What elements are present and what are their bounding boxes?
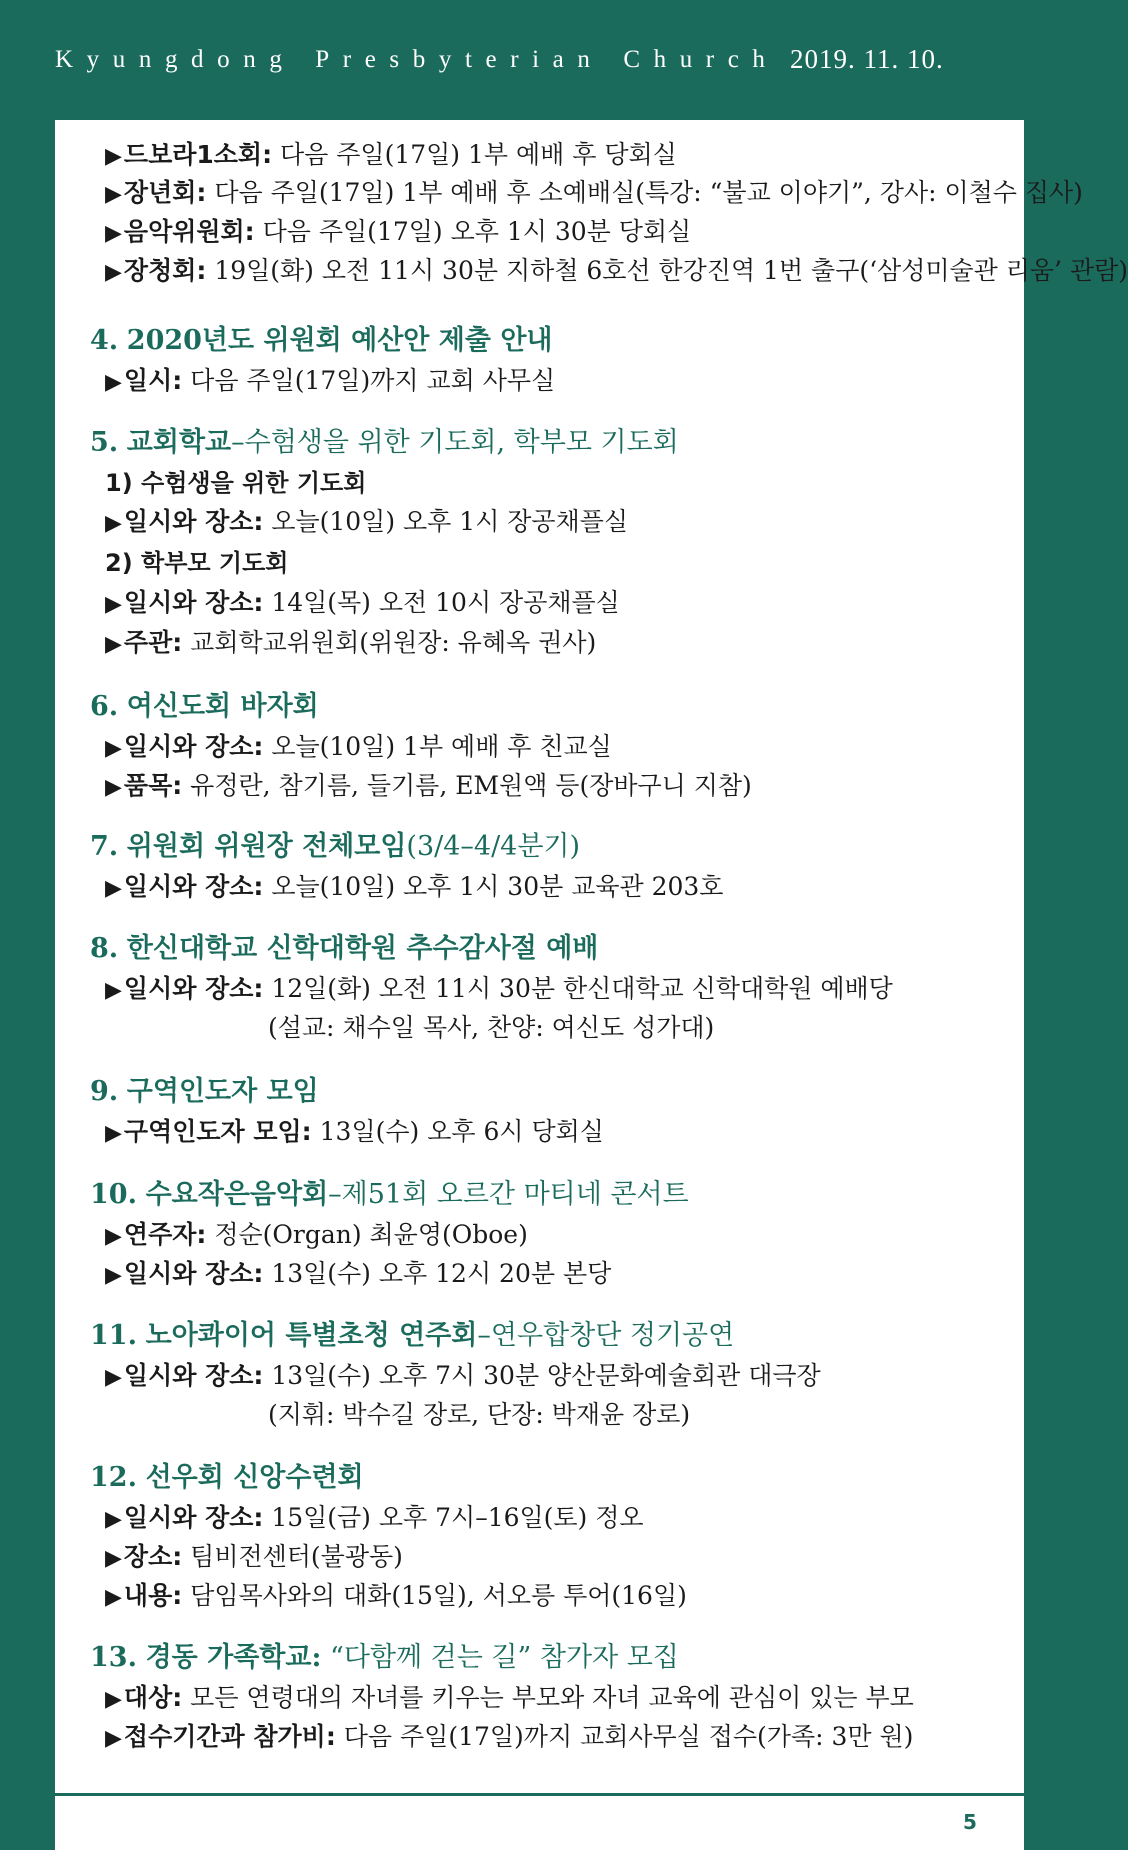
list-item: ▶대상: 모든 연령대의 자녀를 키우는 부모와 자녀 교육에 관심이 있는 부모 <box>105 1683 914 1712</box>
bullet-icon: ▶ <box>105 1365 122 1390</box>
list-item: ▶음악위원회: 다음 주일(17일) 오후 1시 30분 당회실 <box>105 217 692 246</box>
list-item: ▶일시: 다음 주일(17일)까지 교회 사무실 <box>105 366 556 395</box>
continuation-line: (지휘: 박수길 장로, 단장: 박재윤 장로) <box>268 1400 691 1429</box>
list-item: ▶일시와 장소: 오늘(10일) 오후 1시 30분 교육관 203호 <box>105 872 724 901</box>
bullet-icon: ▶ <box>105 592 122 617</box>
subheading: 1) 수험생을 위한 기도회 <box>105 469 367 497</box>
church-name: Kyungdong Presbyterian Church <box>55 46 779 73</box>
bullet-icon: ▶ <box>105 1224 122 1249</box>
section-title: 5. 교회학교–수험생을 위한 기도회, 학부모 기도회 <box>90 427 679 458</box>
list-item: ▶드보라1소회: 다음 주일(17일) 1부 예배 후 당회실 <box>105 140 677 169</box>
section-title: 12. 선우회 신앙수련회 <box>90 1462 364 1493</box>
list-item: ▶일시와 장소: 15일(금) 오후 7시–16일(토) 정오 <box>105 1503 644 1532</box>
bullet-icon: ▶ <box>105 632 122 657</box>
bullet-icon: ▶ <box>105 182 122 207</box>
bullet-icon: ▶ <box>105 260 122 285</box>
page-body <box>55 120 1128 1850</box>
bullet-icon: ▶ <box>105 978 122 1003</box>
list-item: ▶접수기간과 참가비: 다음 주일(17일)까지 교회사무실 접수(가족: 3만 원) <box>105 1722 914 1751</box>
bullet-icon: ▶ <box>105 876 122 901</box>
list-item: ▶주관: 교회학교위원회(위원장: 유혜옥 권사) <box>105 628 597 657</box>
bullet-icon: ▶ <box>105 736 122 761</box>
list-item: ▶일시와 장소: 14일(목) 오전 10시 장공채플실 <box>105 588 620 617</box>
list-item: ▶구역인도자 모임: 13일(수) 오후 6시 당회실 <box>105 1117 604 1146</box>
bullet-icon: ▶ <box>105 775 122 800</box>
bullet-icon: ▶ <box>105 370 122 395</box>
section-title: 6. 여신도회 바자회 <box>90 691 319 722</box>
list-item: ▶일시와 장소: 오늘(10일) 오후 1시 장공채플실 <box>105 507 629 536</box>
list-item: ▶장청회: 19일(화) 오전 11시 30분 지하철 6호선 한강진역 1번 출구(‘삼성미술관 리움’ 관람) <box>105 256 1128 285</box>
bullet-icon: ▶ <box>105 1507 122 1532</box>
section-title: 7. 위원회 위원장 전체모임(3/4–4/4분기) <box>90 831 581 862</box>
bullet-icon: ▶ <box>105 1546 122 1571</box>
footer-divider <box>55 1793 1024 1796</box>
list-item: ▶내용: 담임목사와의 대화(15일), 서오릉 투어(16일) <box>105 1581 687 1610</box>
bulletin-date: 2019. 11. 10. <box>790 44 944 74</box>
section-title: 8. 한신대학교 신학대학원 추수감사절 예배 <box>90 933 599 964</box>
list-item: ▶품목: 유정란, 참기름, 들기름, EM원액 등(장바구니 지참) <box>105 771 752 800</box>
list-item: ▶연주자: 정순(Organ) 최윤영(Oboe) <box>105 1220 528 1249</box>
section-title: 4. 2020년도 위원회 예산안 제출 안내 <box>90 325 553 356</box>
list-item: ▶장년회: 다음 주일(17일) 1부 예배 후 소예배실(특강: “불교 이야기”, 강사: 이철수 집사) <box>105 178 1083 207</box>
section-title: 13. 경동 가족학교: “다함께 걷는 길” 참가자 모집 <box>90 1642 679 1673</box>
section-title: 9. 구역인도자 모임 <box>90 1076 319 1107</box>
bullet-icon: ▶ <box>105 511 122 536</box>
list-item: ▶일시와 장소: 13일(수) 오후 12시 20분 본당 <box>105 1259 612 1288</box>
bullet-icon: ▶ <box>105 1687 122 1712</box>
list-item: ▶일시와 장소: 13일(수) 오후 7시 30분 양산문화예술회관 대극장 <box>105 1361 821 1390</box>
bullet-icon: ▶ <box>105 144 122 169</box>
subheading: 2) 학부모 기도회 <box>105 549 289 577</box>
section-title: 11. 노아콰이어 특별초청 연주회–연우합창단 정기공연 <box>90 1320 735 1351</box>
page-number: 5 <box>963 1810 977 1834</box>
list-item: ▶일시와 장소: 오늘(10일) 1부 예배 후 친교실 <box>105 732 612 761</box>
list-item: ▶장소: 팀비전센터(불광동) <box>105 1542 403 1571</box>
header-bar <box>0 0 1024 120</box>
bullet-icon: ▶ <box>105 1121 122 1146</box>
section-title: 10. 수요작은음악회–제51회 오르간 마티네 콘서트 <box>90 1179 689 1210</box>
bullet-icon: ▶ <box>105 1263 122 1288</box>
continuation-line: (설교: 채수일 목사, 찬양: 여신도 성가대) <box>268 1013 715 1042</box>
bullet-icon: ▶ <box>105 1726 122 1751</box>
bullet-icon: ▶ <box>105 221 122 246</box>
bullet-icon: ▶ <box>105 1585 122 1610</box>
list-item: ▶일시와 장소: 12일(화) 오전 11시 30분 한신대학교 신학대학원 예배당 <box>105 974 893 1003</box>
